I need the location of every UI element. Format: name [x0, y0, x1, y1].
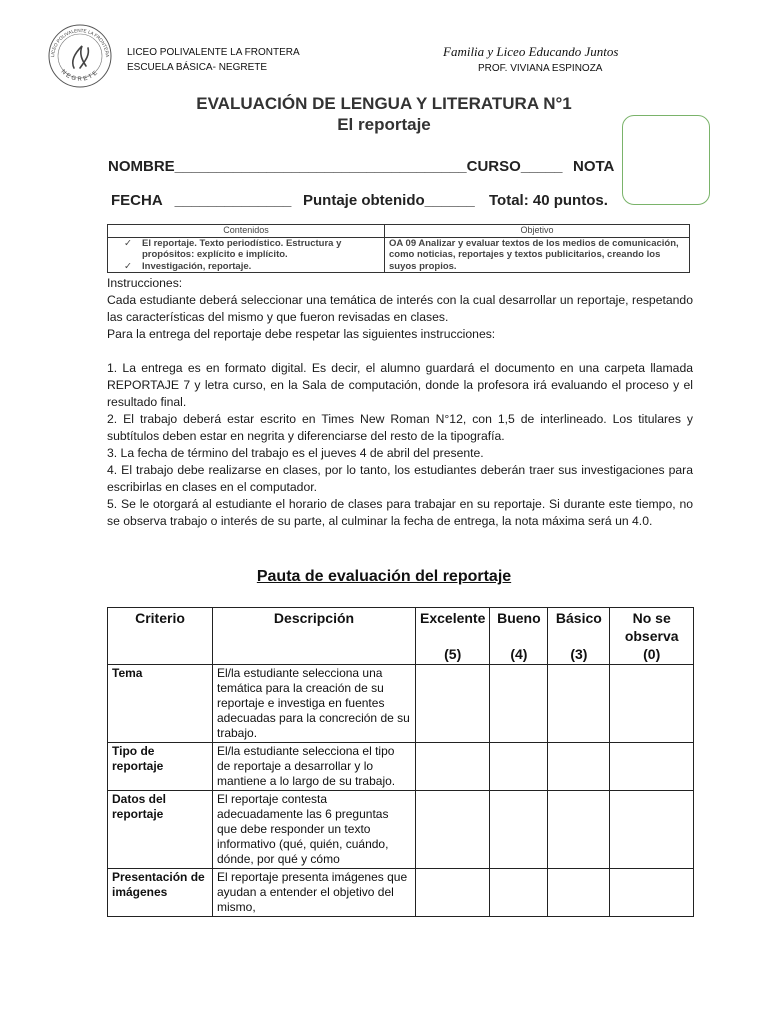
contents-header: Contenidos	[108, 225, 385, 238]
instructions-section	[107, 275, 693, 530]
criterion-cell: Presentación de imágenes	[108, 869, 213, 917]
instruction-item: 1. La entrega es en formato digital. Es decir, el alumno guardará el documento en una carpeta llamada REPORTAJE 7 y letra curso, en la Sala de computación, donde la profesora irá evaluando el proceso y el resultado final.	[107, 361, 693, 409]
score-cell[interactable]	[490, 743, 548, 791]
instruction-item: 2. El trabajo deberá estar escrito en Times New Roman N°12, con 1,5 de interlineado. Los titulares y subtítulos deben estar en negrita y diferenciarse del resto de la tipografía.	[107, 412, 693, 443]
table-row	[108, 743, 694, 791]
school-subname: ESCUELA BÁSICA- NEGRETE	[127, 62, 268, 73]
table-row	[108, 869, 694, 917]
criterion-header: Criterio	[108, 608, 213, 665]
grade-box[interactable]	[622, 115, 710, 205]
instruction-item: 3. La fecha de término del trabajo es el jueves 4 de abril del presente.	[107, 446, 484, 460]
content-objective-table	[107, 224, 690, 273]
score-cell[interactable]	[610, 869, 694, 917]
school-seal-logo	[46, 22, 114, 90]
instructions-heading: Instrucciones:	[107, 276, 183, 290]
checkmark-icon: ✓	[124, 260, 132, 272]
score-cell[interactable]	[548, 869, 610, 917]
page-title: EVALUACIÓN DE LENGUA Y LITERATURA N°1	[196, 94, 572, 113]
description-cell: El/la estudiante selecciona el tipo de reportaje a desarrollar y lo mantiene a lo largo de su trabajo.	[213, 743, 416, 791]
score-cell[interactable]	[416, 791, 490, 869]
page-subtitle: El reportaje	[337, 115, 431, 134]
school-motto: Familia y Liceo Educando Juntos	[443, 44, 619, 59]
instruction-item: 5. Se le otorgará al estudiante el horario de clases para trabajar en su reportaje. Si durante este tiempo, no se observa trabajo o interés de su parte, al culminar la fecha de entrega, la nota máxima será un 4.0.	[107, 497, 693, 528]
excellent-header: Excelente (5)	[416, 608, 490, 665]
grade-label: NOTA	[573, 158, 615, 175]
criterion-cell: Datos del reportaje	[108, 791, 213, 869]
score-field: Puntaje obtenido______	[303, 192, 475, 209]
score-cell[interactable]	[548, 791, 610, 869]
score-cell[interactable]	[416, 869, 490, 917]
basic-header: Básico (3)	[548, 608, 610, 665]
score-cell[interactable]	[548, 665, 610, 743]
rubric-table	[107, 607, 694, 917]
instructions-intro: Cada estudiante deberá seleccionar una temática de interés con la cual desarrollar un reportaje, respetando las características del mismo y que fueron revisadas en clases.	[107, 293, 693, 324]
description-cell: El/la estudiante selecciona una temática para la creación de su reportaje e investiga en fuentes adecuadas para la concreción de su trabajo.	[213, 665, 416, 743]
school-header	[127, 45, 300, 75]
table-row	[108, 791, 694, 869]
score-cell[interactable]	[490, 665, 548, 743]
score-cell[interactable]	[610, 743, 694, 791]
score-cell[interactable]	[490, 869, 548, 917]
criterion-cell: Tema	[108, 665, 213, 743]
description-cell: El reportaje contesta adecuadamente las 6 preguntas que debe responder un texto informativo (qué, quién, cuándo, dónde, por qué y cómo	[213, 791, 416, 869]
objective-cell: OA 09 Analizar y evaluar textos de los medios de comunicación, como noticias, reportajes y textos publicitarios, creando los suyos propios.	[385, 237, 690, 273]
name-course-field: NOMBRE___________________________________CURSO_____	[108, 158, 563, 175]
description-cell: El reportaje presenta imágenes que ayudan a entender el objetivo del mismo,	[213, 869, 416, 917]
score-cell[interactable]	[610, 665, 694, 743]
school-name: LICEO POLIVALENTE LA FRONTERA	[127, 47, 300, 58]
teacher-name: PROF. VIVIANA ESPINOZA	[478, 63, 603, 74]
rubric-title: Pauta de evaluación del reportaje	[256, 568, 512, 585]
svg-text:LICEO POLIVALENTE LA FRONTERA: LICEO POLIVALENTE LA FRONTERA	[49, 27, 111, 58]
score-cell[interactable]	[610, 791, 694, 869]
criterion-cell: Tipo de reportaje	[108, 743, 213, 791]
score-cell[interactable]	[548, 743, 610, 791]
not-observed-header: No se observa (0)	[610, 608, 694, 665]
content-item: ✓ El reportaje. Texto periodístico. Estructura y propósitos: explícito e implícito.	[124, 237, 342, 260]
content-item: ✓ Investigación, reportaje.	[124, 260, 252, 272]
date-field: FECHA ______________	[111, 192, 292, 209]
score-cell[interactable]	[416, 743, 490, 791]
table-row	[108, 665, 694, 743]
total-points: Total: 40 puntos.	[489, 192, 608, 209]
svg-text:NEGRETE: NEGRETE	[59, 68, 101, 83]
checkmark-icon: ✓	[124, 237, 132, 249]
instructions-intro2: Para la entrega del reportaje debe respetar las siguientes instrucciones:	[107, 327, 496, 341]
score-cell[interactable]	[416, 665, 490, 743]
instruction-item: 4. El trabajo debe realizarse en clases, por lo tanto, los estudiantes deberán traer sus investigaciones para escribirlas en clases en el computador.	[107, 463, 693, 494]
description-header: Descripción	[213, 608, 416, 665]
contents-cell	[108, 237, 385, 273]
score-cell[interactable]	[490, 791, 548, 869]
good-header: Bueno (4)	[490, 608, 548, 665]
objective-header: Objetivo	[385, 225, 690, 238]
